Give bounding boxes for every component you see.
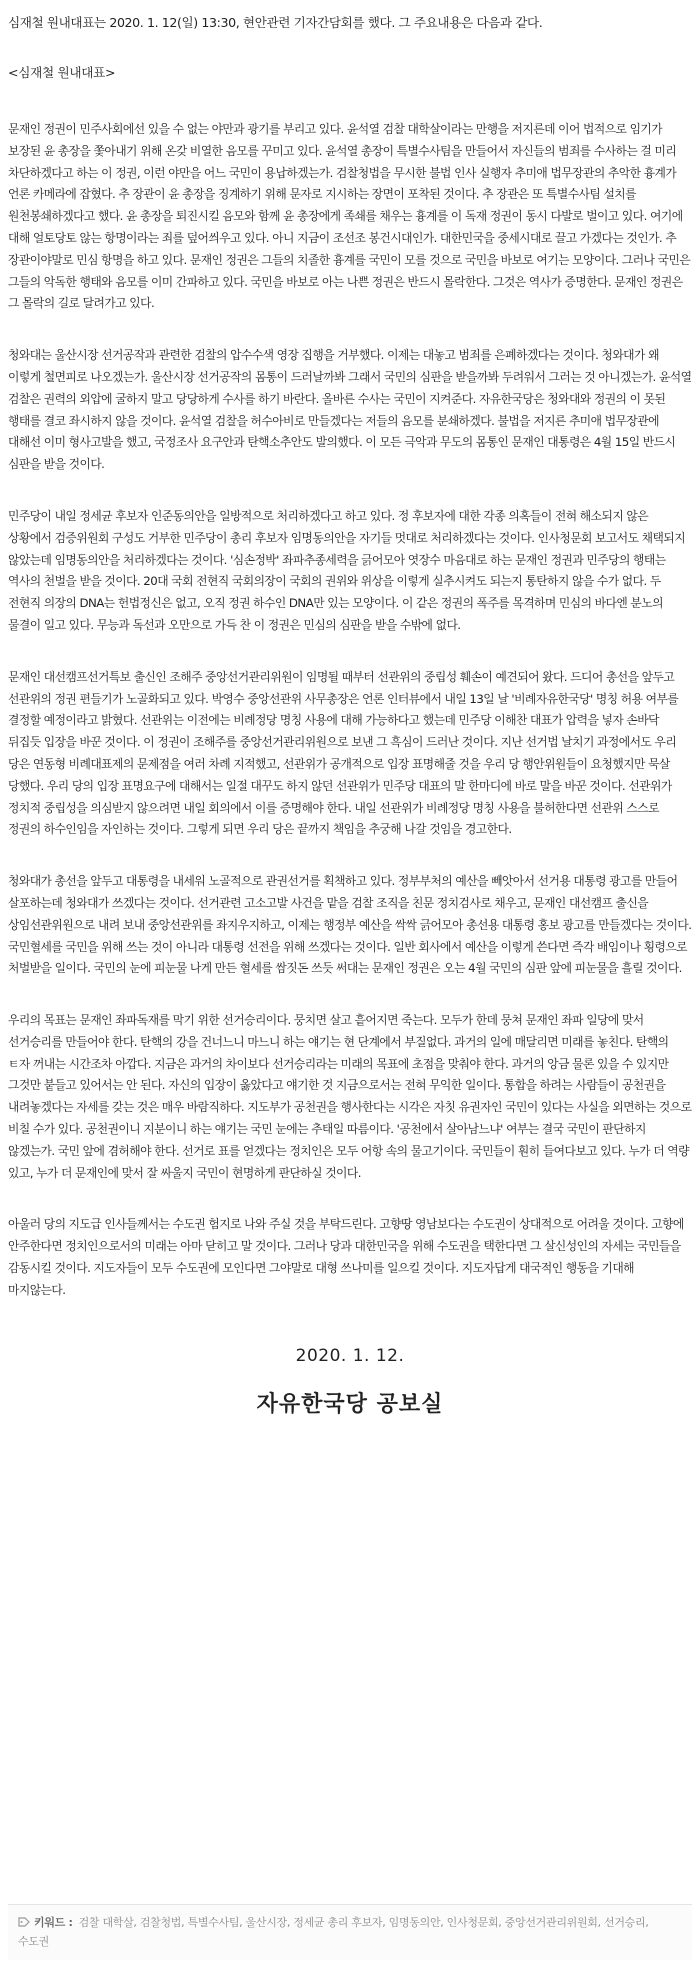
tag-icon bbox=[18, 1917, 30, 1927]
keywords-label: 키워드 : bbox=[34, 1916, 73, 1929]
speaker-heading: <심재철 원내대표> bbox=[8, 65, 116, 80]
release-date: 2020. 1. 12. bbox=[295, 1345, 405, 1366]
body-paragraph-5: 청와대가 총선을 앞두고 대통령을 내세워 노골적으로 관권선거를 획책하고 있다. 정부부처의 예산을 빼앗아서 선거용 대통령 광고를 만들어 살포하는데 청와대가 쓰겠다는 것이다. 선거관련 고소고발 사건을 맡을 검찰 조직을 친문 정치검사로 채우고, 문재인 대선캠프 출신을 상임선관위원으로 내려 보내 중앙선관위를 좌지우지하고, 이제는 행정부 예산을 싹싹 긁어모아 총선용 대통령 홍보 광고를 만들겠다는 것이다. 국민혈세를 국민을 위해 쓰는 것이 아니라 대통령 선전을 위해 쓰겠다는 것이다. 일반 회사에서 예산을 이렇게 쓴다면 즉각 배임이나 횡령으로 처벌받을 일이다. 국민의 눈에 피눈물 나게 만든 혈세를 쌈짓돈 쓰듯 써대는 문재인 정권은 오는 4월 국민의 심판 앞에 피눈물을 흘릴 것이다. bbox=[8, 874, 692, 976]
body-paragraph-4: 문재인 대선캠프선거특보 출신인 조해주 중앙선거관리위원이 임명될 때부터 선관위의 중립성 훼손이 예견되어 왔다. 드디어 총선을 앞두고 선관위의 정권 편들기가 노골화되고 있다. 박영수 중앙선관위 사무총장은 언론 인터뷰에서 내일 13일 날 '비례자유한국당' 명칭 허용 여부를 결정할 예정이라고 밝혔다. 선관위는 이전에는 비례정당 명칭 사용에 대해 가능하다고 했는데 민주당 이해찬 대표가 압력을 넣자 손바닥 뒤집듯 입장을 바꾼 것이다. 이 정권이 조해주를 중앙선거관리위원으로 보낸 그 흑심이 드러난 것이다. 지난 선거법 날치기 과정에서도 우리 당은 연동형 비례대표제의 문제점을 여러 차례 지적했고, 선관위가 공개적으로 입장 표명해줄 것을 우리 당 행안위원들이 요청했지만 묵살 당했다. 우리 당의 입장 표명요구에 대해서는 일절 대꾸도 하지 않던 선관위가 민주당 대표의 말 한마디에 바로 말을 바꾼 것이다. 선관위가 정치적 중립성을 의심받지 않으려면 내일 회의에서 이를 증명해야 한다. 내일 선관위가 비례정당 명칭 사용을 불허한다면 선관위 스스로 정권의 하수인임을 자인하는 것이다. 그렇게 되면 우리 당은 끝까지 책임을 추궁해 나갈 것임을 경고한다. bbox=[8, 669, 679, 837]
organization-name: 자유한국당 공보실 bbox=[256, 1391, 444, 1417]
keywords-list: 검찰 대학살, 검찰청법, 특별수사팀, 울산시장, 정세균 총리 후보자, 임명동의안, 인사청문회, 중앙선거관리위원회, 선거승리, 수도권 bbox=[18, 1916, 649, 1948]
body-paragraph-6: 우리의 목표는 문재인 좌파독재를 막기 위한 선거승리이다. 뭉치면 살고 흩어지면 죽는다. 모두가 한데 뭉쳐 문재인 좌파 일당에 맞서 선거승리를 만들어야 한다. 탄핵의 강을 건너느니 마느니 하는 얘기는 현 단계에서 부질없다. 과거의 일에 매달리면 미래를 놓친다. 탄핵의 ㅌ자 꺼내는 시간조차 아깝다. 지금은 과거의 차이보다 선거승리라는 미래의 목표에 초점을 맞춰야 한다. 과거의 앙금 물론 있을 수 있지만 그것만 붙들고 있어서는 안 된다. 자신의 입장이 옳았다고 얘기한 것 지금으로서는 전혀 무익한 일이다. 통합을 하려는 사람들이 공천권을 내려놓겠다는 자세를 갖는 것은 매우 바람직하다. 지도부가 공천권을 행사한다는 시각은 자칫 유권자인 국민이 있다는 사실을 외면하는 것으로 비칠 수가 있다. 공천권이니 지분이니 하는 얘기는 국민 눈에는 추태일 따름이다. '공천에서 살아남느냐' 여부는 결국 국민이 판단하지 않겠는가. 국민 앞에 겸허해야 한다. 선거로 표를 얻겠다는 정치인은 모두 어항 속의 물고기이다. 국민들이 훤히 들여다보고 있다. 누가 더 역량 있고, 누가 더 문재인에 맞서 잘 싸울지 국민이 현명하게 판단하실 것이다. bbox=[8, 1013, 692, 1180]
body-paragraph-3: 민주당이 내일 정세균 후보자 인준동의안을 일방적으로 처리하겠다고 하고 있다. 정 후보자에 대한 각종 의혹들이 전혀 해소되지 않은 상황에서 검증위원회 구성도 거부한 민주당이 총리 후보자 임명동의안을 자기들 멋대로 처리하겠다는 것이다. 인사청문회 보고서도 채택되지 않았는데 임명동의안을 처리하겠다는 것이다. '심손정박' 좌파추종세력을 긁어모아 엿장수 마음대로 하는 문재인 정권과 민주당의 행태는 역사의 천벌을 받을 것이다. 20대 국회 전현직 국회의장이 국회의 권위와 위상을 이렇게 실추시켜도 되는지 통탄하지 않을 수가 없다. 두 전현직 의장의 DNA는 헌법정신은 없고, 오직 정권 하수인 DNA만 있는 모양이다. 이 같은 정권의 폭주를 목격하며 민심의 바다엔 분노의 물결이 일고 있다. 무능과 독선과 오만으로 가득 찬 이 정권은 민심의 심판을 받을 수밖에 없다. bbox=[8, 508, 686, 632]
body-paragraph-2: 청와대는 울산시장 선거공작과 관련한 검찰의 압수수색 영장 집행을 거부했다. 이제는 대놓고 범죄를 은폐하겠다는 것이다. 청와대가 왜 이렇게 철면피로 나오겠는가. 울산시장 선거공작의 몸통이 드러날까봐 그래서 국민의 심판을 받을까봐 두려워서 그러는 것 아니겠는가. 윤석열 검찰은 권력의 외압에 굴하지 말고 당당하게 수사를 하기 바란다. 올바른 수사는 국민이 지켜준다. 자유한국당은 청와대와 정권의 이 못된 행태를 결코 좌시하지 않을 것이다. 윤석열 검찰을 허수아비로 만들겠다는 저들의 음모를 분쇄하겠다. 불법을 저지른 추미애 법무장관에 대해선 이미 형사고발을 했고, 국정조사 요구안과 탄핵소추안도 발의했다. 이 모든 극악과 무도의 몸통인 문재인 대통령은 4월 15일 반드시 심판을 받을 것이다. bbox=[8, 348, 692, 472]
body-paragraph-1: 문재인 정권이 민주사회에선 있을 수 없는 야만과 광기를 부리고 있다. 윤석열 검찰 대학살이라는 만행을 저지른데 이어 법적으로 임기가 보장된 윤 총장을 쫓아내기 위해 온갖 비열한 음모를 꾸미고 있다. 윤석열 총장이 특별수사팀을 만들어서 자신들의 범죄를 수사하는 걸 미리 차단하겠다고 하는 이 정권, 이런 야만을 어느 국민이 용납하겠는가. 검찰청법을 무시한 불법 인사 실행자 추미애 법무장관의 추악한 흉계가 언론 카메라에 잡혔다. 추 장관이 윤 총장을 징계하기 위해 문자로 지시하는 장면이 포착된 것이다. 추 장관은 또 특별수사팀 설치를 원천봉쇄하겠다고 했다. 윤 총장을 퇴진시킬 음모와 함께 윤 총장에게 족쇄를 채우는 흉계를 이 독재 정권이 동시 다발로 벌이고 있다. 여기에 대해 얼토당토 않는 항명이라는 죄를 덮어씌우고 있다. 아니 지금이 조선조 봉건시대인가. 대한민국을 중세시대로 끌고 가겠다는 것인가. 추 장관이야말로 민심 항명을 하고 있다. 문재인 정권은 그들의 치졸한 흉계를 국민이 모를 것으로 국민을 바보로 여기는 모양이다. 그러나 국민은 그들의 악독한 행태와 음모를 이미 간파하고 있다. 국민을 바보로 아는 나쁜 정권은 반드시 몰락한다. 그것은 역사가 증명한다. 문재인 정권은 그 몰락의 길로 달려가고 있다. bbox=[8, 122, 691, 311]
keywords-box bbox=[8, 1904, 692, 1960]
body-paragraph-7: 아울러 당의 지도급 인사들께서는 수도권 험지로 나와 주실 것을 부탁드린다. 고향땅 영남보다는 수도권이 상대적으로 어려울 것이다. 고향에 안주한다면 정치인으로서의 미래는 아마 닫히고 말 것이다. 그러나 당과 대한민국을 위해 수도권을 택한다면 그 살신성인의 자세는 국민들을 감동시킬 것이다. 지도자들이 모두 수도권에 모인다면 그야말로 대형 쓰나미를 일으킬 것이다. 지도자답게 대국적인 행동을 기대해 마지않는다. bbox=[8, 1217, 684, 1297]
intro-line: 심재철 원내대표는 2020. 1. 12(일) 13:30, 현안관련 기자간담회를 했다. 그 주요내용은 다음과 같다. bbox=[8, 15, 543, 30]
